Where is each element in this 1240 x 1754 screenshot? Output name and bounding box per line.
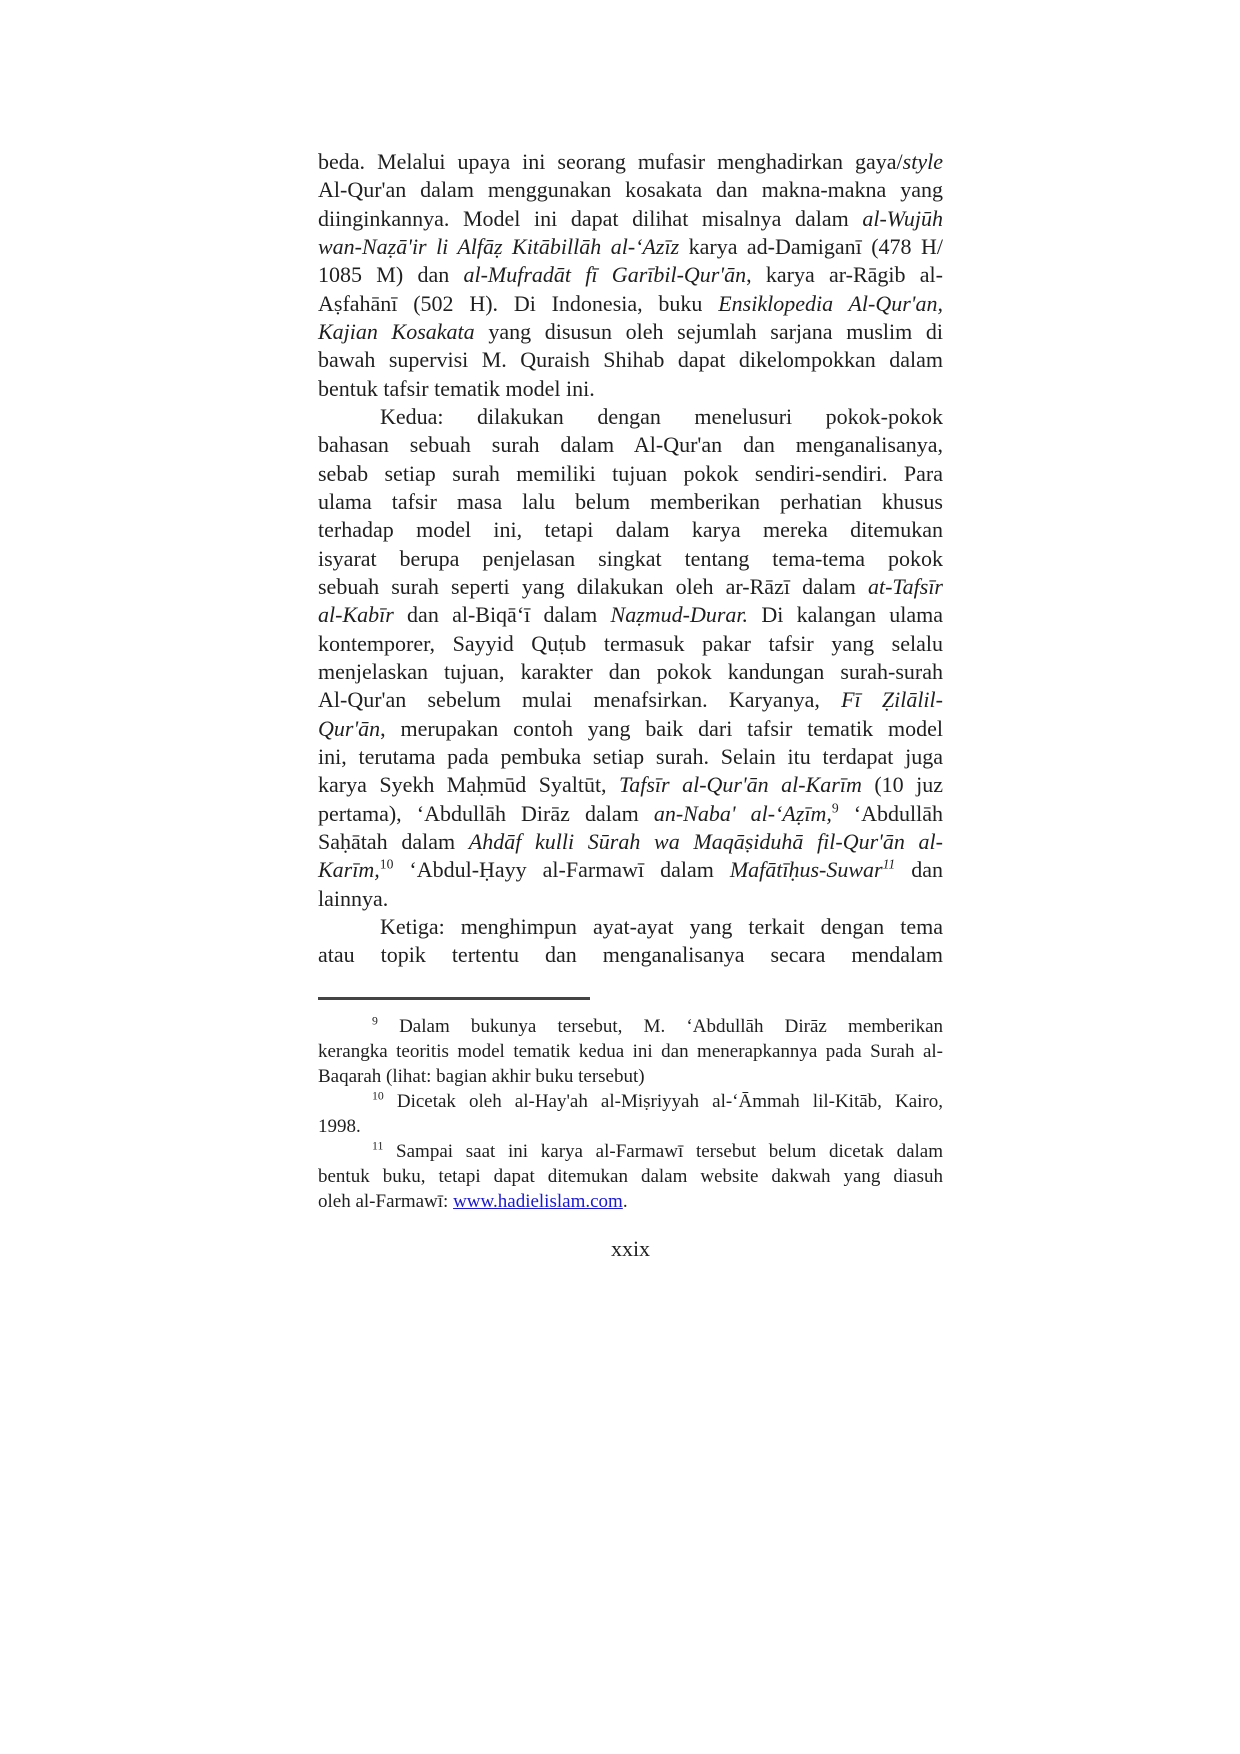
- text-segment: beda. Melalui upaya ini seorang mufasir menghadirkan gaya/: [318, 149, 903, 174]
- text-segment: Karīm,: [318, 857, 380, 883]
- text-segment: terhadap model ini, tetapi dalam karya mereka ditemukan: [318, 517, 943, 543]
- text-line: [318, 375, 943, 403]
- text-segment: Ahdāf kulli Sūrah wa Maqāṣiduhā fil-Qur'ān al-: [468, 828, 943, 854]
- text-segment: al-Mufradāt fī Garībil-Qur'ān: [463, 262, 747, 288]
- footnote-marker: 10: [379, 856, 394, 872]
- text-line: [318, 1164, 943, 1189]
- footnote-marker: 9: [831, 800, 839, 816]
- page-number: xxix: [610, 1236, 651, 1261]
- text-segment: yang disusun oleh sejumlah sarjana muslim di: [474, 318, 943, 344]
- text-segment: ‘Abdullāh: [838, 800, 943, 826]
- text-segment: diinginkannya. Model ini dapat dilihat misalnya dalam: [318, 205, 863, 231]
- text-line: [318, 800, 943, 828]
- text-segment: Fī Ẓilālil-: [841, 687, 943, 713]
- text-segment: Ensiklopedia Al-Qur'an,: [718, 290, 943, 316]
- text-line: [318, 290, 943, 318]
- text-segment: style: [902, 149, 943, 174]
- footnote-marker: 10: [372, 1089, 384, 1103]
- text-line: [318, 176, 943, 204]
- text-line: [318, 516, 943, 544]
- text-segment: Ketiga: menghimpun ayat-ayat yang terkait dengan tema: [380, 913, 943, 939]
- paragraph: [318, 403, 943, 913]
- text-segment: Di kalangan ulama: [748, 602, 943, 628]
- text-line: [318, 261, 943, 289]
- footnote-marker: 11: [372, 1139, 384, 1153]
- text-line: [318, 941, 943, 969]
- text-segment: sebab setiap surah memiliki tujuan pokok sendiri-sendiri. Para: [318, 460, 943, 486]
- text-segment: kontemporer, Sayyid Quṭub termasuk pakar tafsir yang selalu: [318, 630, 943, 656]
- text-line: [318, 148, 943, 176]
- text-line: [318, 233, 943, 261]
- text-segment: Dicetak oleh al-Hay'ah al-Miṣriyyah al-‘Āmmah lil-Kitāb, Kairo,: [383, 1091, 943, 1112]
- text-segment: karya ad-Damiganī (478 H/: [679, 233, 943, 259]
- text-segment: Al-Qur'an sebelum mulai menafsirkan. Karyanya,: [318, 687, 842, 713]
- footnote-marker: 9: [372, 1014, 378, 1028]
- text-segment: karya Syekh Maḥmūd Syaltūt,: [318, 772, 620, 798]
- text-segment: ‘Abdul-Ḥayy al-Farmawī dalam: [393, 857, 730, 883]
- text-segment: lainnya.: [318, 885, 389, 911]
- text-segment: 1085 M) dan: [318, 262, 464, 288]
- text-line: [318, 1064, 943, 1089]
- text-line: [318, 686, 943, 714]
- text-segment: Dalam bukunya tersebut, M. ‘Abdullāh Dirāz memberikan: [377, 1016, 943, 1037]
- text-segment: (10 juz: [861, 772, 943, 798]
- text-line: [318, 771, 943, 799]
- text-segment: Kajian Kosakata: [318, 318, 475, 344]
- text-segment: al-Wujūh: [862, 205, 943, 231]
- text-segment: Al-Qur'an dalam menggunakan kosakata dan makna-makna yang: [318, 177, 943, 203]
- text-segment: Naẓmud-Durar.: [610, 602, 749, 628]
- main-text-block: [318, 148, 943, 970]
- text-line: [318, 1114, 943, 1139]
- text-segment: atau topik tertentu dan menganalisanya secara mendalam: [318, 942, 943, 968]
- text-segment: dan: [895, 857, 944, 883]
- text-segment: bentuk buku, tetapi dapat ditemukan dalam website dakwah yang diasuh: [318, 1166, 943, 1187]
- paragraph: [318, 913, 943, 970]
- text-segment: ini, terutama pada pembuka setiap surah. Selain itu terdapat juga: [318, 743, 943, 769]
- text-line: [318, 205, 943, 233]
- hadielislam-link[interactable]: www.hadielislam.com: [453, 1191, 623, 1212]
- text-segment: bentuk tafsir tematik model ini.: [318, 375, 595, 401]
- text-segment: bahasan sebuah surah dalam Al-Qur'an dan menganalisanya,: [318, 432, 943, 458]
- text-segment: Sampai saat ini karya al-Farmawī tersebut belum dicetak dalam: [383, 1141, 943, 1162]
- paragraph: [318, 148, 943, 403]
- text-line: [318, 1089, 943, 1114]
- text-segment: Aṣfahānī (502 H). Di Indonesia, buku: [318, 290, 719, 316]
- text-line: [318, 573, 943, 601]
- text-segment: 1998.: [318, 1116, 361, 1137]
- text-segment: oleh al-Farmawī:: [318, 1191, 454, 1212]
- text-line: [318, 318, 943, 346]
- text-segment: an-Naba' al-‘Aẓīm,: [653, 800, 832, 826]
- footnotes-block: [318, 1014, 943, 1214]
- footnote: [318, 1089, 943, 1139]
- text-segment: .: [622, 1191, 628, 1212]
- footnote-separator-rule: [318, 997, 590, 1000]
- text-line: [318, 913, 943, 941]
- text-line: [318, 828, 943, 856]
- footnote: [318, 1014, 943, 1089]
- text-line: [318, 1039, 943, 1064]
- text-segment: Kedua: dilakukan dengan menelusuri pokok-pokok: [380, 403, 943, 429]
- text-line: [318, 1014, 943, 1039]
- text-line: [318, 658, 943, 686]
- text-segment: al-Kabīr: [318, 602, 394, 628]
- text-line: [318, 630, 943, 658]
- text-segment: kerangka teoritis model tematik kedua ini dan menerapkannya pada Surah al-: [318, 1041, 943, 1062]
- footnote: [318, 1139, 943, 1214]
- text-line: [318, 715, 943, 743]
- text-segment: menjelaskan tujuan, karakter dan pokok kandungan surah-surah: [318, 658, 943, 684]
- text-line: [318, 885, 943, 913]
- text-line: [318, 431, 943, 459]
- text-segment: pertama), ‘Abdullāh Dirāz dalam: [318, 800, 654, 826]
- text-segment: Qur'ān: [318, 715, 381, 741]
- text-segment: at-Tafsīr: [867, 573, 943, 599]
- text-segment: bawah supervisi M. Quraish Shihab dapat dikelompokkan dalam: [318, 347, 943, 373]
- text-segment: dan al-Biqā‘ī dalam: [393, 602, 611, 628]
- text-segment: Saḥātah dalam: [318, 828, 469, 854]
- text-line: [318, 601, 943, 629]
- text-line: [318, 346, 943, 374]
- text-line: [318, 856, 943, 884]
- text-line: [318, 460, 943, 488]
- text-line: [318, 743, 943, 771]
- text-segment: wan-Naẓā'ir li Alfāẓ Kitābillāh al-‘Azīz: [318, 233, 680, 259]
- text-line: [318, 1189, 943, 1214]
- text-line: [318, 403, 943, 431]
- text-segment: ulama tafsir masa lalu belum memberikan perhatian khusus: [318, 488, 943, 514]
- text-segment: , karya ar-Rāgib al-: [746, 262, 943, 288]
- text-segment: sebuah surah seperti yang dilakukan oleh ar-Rāzī dalam: [318, 573, 868, 599]
- text-segment: Tafsīr al-Qur'ān al-Karīm: [619, 772, 862, 798]
- text-line: [318, 545, 943, 573]
- footnote-marker: 11: [882, 856, 896, 872]
- text-segment: Baqarah (lihat: bagian akhir buku tersebut): [318, 1066, 645, 1087]
- text-segment: , merupakan contoh yang baik dari tafsir tematik model: [380, 715, 943, 741]
- text-line: [318, 1139, 943, 1164]
- text-segment: isyarat berupa penjelasan singkat tentang tema-tema pokok: [318, 545, 943, 571]
- text-segment: Mafātīḥus-Suwar: [729, 857, 883, 883]
- text-line: [318, 488, 943, 516]
